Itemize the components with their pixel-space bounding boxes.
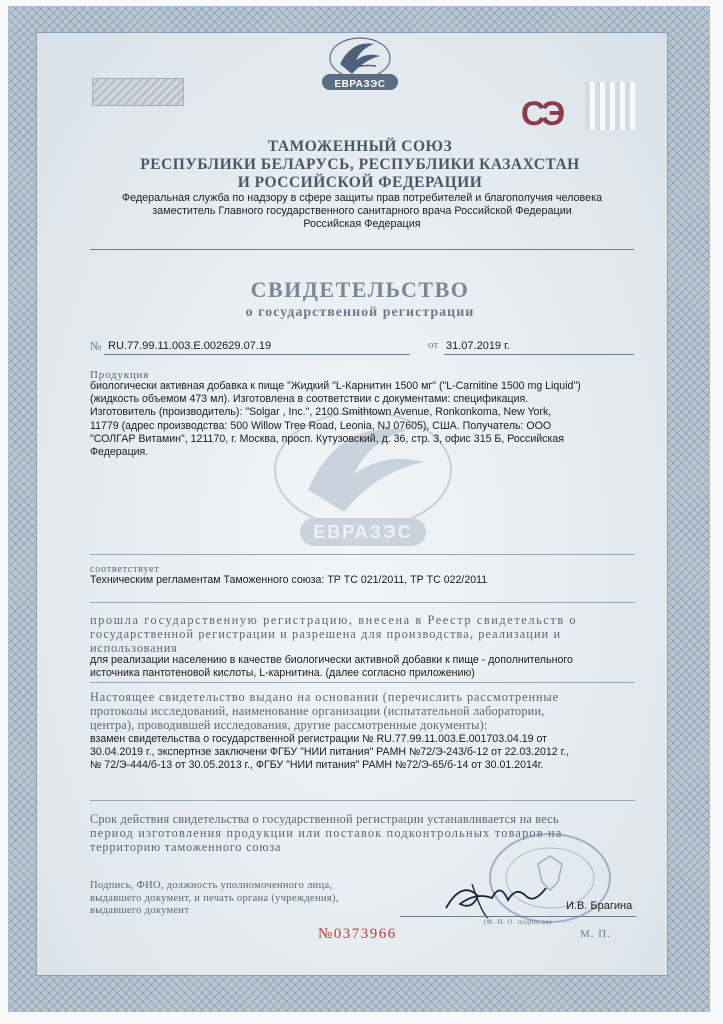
- registration-line: прошла государственную регистрацию, внесена в Реестр свидетельств о: [90, 613, 578, 627]
- signature-print-line: выдавшего документ, и печать органа (учреждения),: [90, 892, 339, 904]
- product-line: 11779 (адрес производства: 500 Willow Tree Road, Leonia, NJ 07605), США. Получатель: ООО: [90, 419, 552, 432]
- number-label: №: [90, 339, 102, 353]
- registration-number: RU.77.99.11.003.E.002629.07.19: [108, 340, 272, 352]
- header-line-2: РЕСПУБЛИКИ БЕЛАРУСЬ, РЕСПУБЛИКИ КАЗАХСТАН: [140, 156, 580, 173]
- signature-print: [90, 880, 350, 918]
- registration-date: 31.07.2019 г.: [446, 340, 510, 352]
- basis-print-line: Настоящее свидетельство выдано на основании (перечислить рассмотренные: [90, 690, 559, 704]
- registration-line: использования: [90, 641, 178, 655]
- usage-line: для реализации населению в качестве биологически активной добавки к пище - дополнительного: [90, 654, 573, 666]
- validity-line: период изготовления продукции или поставок подконтрольных товаров на: [90, 826, 563, 840]
- header-line-3: И РОССИЙСКОЙ ФЕДЕРАЦИИ: [237, 174, 483, 191]
- basis-line: 30.04.2019 г., экспертнзе заключени ФГБУ "НИИ питания" РАМН №72/Э-243/б-12 от 22.03.2012 г.,: [90, 746, 570, 759]
- product-line: "СОЛГАР Витамин", 121170, г. Москва, просп. Кутузовский, д. 36, стр. 3, офис 315 Б, Российская: [90, 432, 564, 445]
- product-label: Продукция: [90, 369, 150, 381]
- basis-underline: [90, 800, 635, 801]
- product-description: [90, 380, 640, 459]
- product-line: Изготовитель (производитель): "Solgar , Inc.", 2100 Smithtown Avenue, Ronkonkoma, New York,: [90, 406, 552, 419]
- signature-print-line: Подпись, ФИО, должность уполномоченного лица,: [90, 880, 333, 891]
- validity-line: Срок действия свидетельства о государственной регистрации устанавливается на весь: [90, 812, 559, 826]
- authority-line-2: заместитель Главного государственного санитарного врача Российской Федерации: [152, 205, 572, 217]
- conformity-mark-label: СЭ: [520, 95, 562, 133]
- signature-caption: (Ф. И. О. подписав): [483, 918, 552, 926]
- logo-label: ЕВРАЗЭС: [334, 79, 386, 90]
- validity-line: территорию таможенного союза: [90, 840, 282, 854]
- date-label: от: [428, 339, 439, 351]
- usage-underline: [90, 682, 635, 683]
- logo-banner: [322, 74, 398, 90]
- registration-statement: [90, 613, 638, 655]
- number-underline: [104, 354, 410, 355]
- header-line-1: ТАМОЖЕННЫЙ СОЮЗ: [267, 138, 453, 155]
- basis-line: № 72/Э-444/б-13 от 30.05.2013 г., ФГБУ "НИИ питания" РАМН №72/Э-65/б-14 от 30.01.2014г.: [90, 759, 544, 772]
- stamp-place-label: М. П.: [580, 928, 611, 940]
- basis-documents: [90, 733, 640, 773]
- product-underline: [90, 554, 635, 555]
- product-line: Федерация.: [90, 446, 149, 459]
- document-title: СВИДЕТЕЛЬСТВО: [250, 277, 470, 302]
- hologram-strip: [92, 78, 184, 106]
- usage-line: источника пантотеновой кислоты, L-карнитина. (далее согласно приложению): [90, 667, 475, 680]
- authority-underline: [90, 249, 634, 250]
- date-underline: [444, 354, 634, 355]
- signature-underline: [400, 916, 636, 917]
- basis-print: [90, 690, 638, 732]
- product-line: биологически активная добавка к пище "Жидкий "L-Карнитин 1500 мг" ("L-Carnitine 1500 mg Liquid"): [90, 380, 581, 392]
- serial-number: №0373966: [318, 926, 397, 942]
- hologram-patch: [585, 82, 635, 130]
- conformity-mark-icon: [516, 92, 566, 136]
- document-subtitle: о государственной регистрации: [245, 305, 475, 320]
- handwritten-signature-icon: [442, 874, 552, 920]
- compliance-underline: [90, 602, 635, 603]
- authority-line-1: Федеральная служба по надзору в сфере защиты прав потребителей и благополучия человека: [121, 192, 603, 204]
- compliance-text: Техническим регламентам Таможенного союза: ТР ТС 021/2011, ТР ТС 022/2011: [90, 574, 488, 586]
- watermark-label: ЕВРАЗЭС: [313, 522, 413, 542]
- usage-text: [90, 654, 640, 680]
- authority-line-3: Российская Федерация: [303, 218, 421, 230]
- product-line: (жидкость объемом 473 мл). Изготовлена в соответствии с документами: спецификация.: [90, 393, 529, 406]
- compliance-label: соответствует: [90, 564, 160, 575]
- basis-print-line: центра), проводившей исследования, другие рассмотренные документы):: [90, 718, 488, 732]
- signature-print-line: выдавшего документ: [90, 905, 190, 916]
- basis-print-line: протоколы исследований, наименование организации (испытательной лаборатории,: [90, 704, 545, 718]
- basis-line: взамен свидетельства о государственной регистрации № RU.77.99.11.003.E.001703.04.19 от: [90, 733, 547, 745]
- registration-line: государственной регистрации и разрешена для производства, реализации и: [90, 627, 562, 641]
- signatory-name: И.В. Брагина: [566, 900, 633, 912]
